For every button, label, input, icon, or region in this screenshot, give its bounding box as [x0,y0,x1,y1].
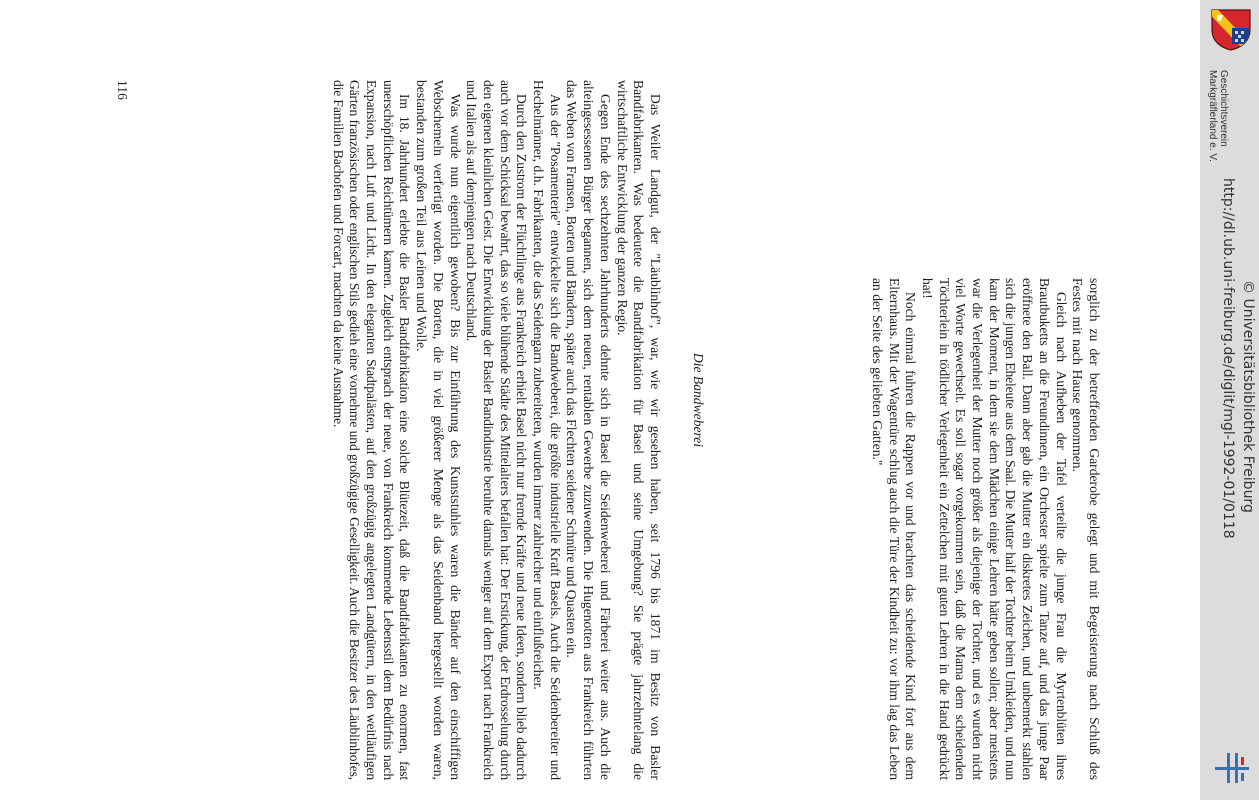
ub-freiburg-logo-icon [1213,747,1253,787]
paragraph: Noch einmal fuhren die Rappen vor und brachten das scheidende Kind fort aus dem Elternhaus. Mit der Wagentüre schlug auch die Türe der Kindheit zu: vor ihm lag das Leben an der Seite des geliebten Gatten." [869,278,919,780]
paragraph: Gleich nach Aufheben der Tafel verteilte die junge Frau die Myrtenblüten ihres Brautbuketts an die Freundinnen, ein Orchester spielte zum Tanze auf, und das junge Paar eröffnete den Ball. Dann aber gab die Mutter ein diskretes Zeichen, und unbemerkt stahlen sich die jungen Eheleute aus dem Saal. Die Mutter half der Tochter beim Umkleiden, und nun kam der Moment, in dem sie dem Mädchen einige Lehren hätte geben sollen; aber meistens war die Verlegenheit der Mutter noch größer als diejenige der Tochter, und es wurden nicht viel Worte gewechselt. Es soll sogar vorgekommen sein, daß die Mama dem scheidenden Töchterlein in tödlicher Verlegenheit ein Zettelchen mit guten Lehren in die Hand gedrückt hat! [919,278,1069,780]
paragraph: Das Weiler Landgut, der "Läublinhof", war, wie wir gesehen haben, seit 1796 bis 1871 im Besitz von Basler Bandfabrikanten. Was bedeutete die Bandfabrikation für Basel und seine Umgebung? Sie prägte jahrzehntelang die wirtschaftliche Entwicklung der ganzen Regio. [614,80,663,780]
paragraph: Gegen Ende des sechzehnten Jahrhunderts dehnte sich in Basel die Seidenweberei und Färberei weiter aus. Auch die alteingesessenen Bürger begannen, sich dem neuen, rentablen Gewerbe zuzuwenden. Die Hugenotten aus Frankreich führten das Weben von Fransen, Borten und Bändern, später auch das Flechten seidener Schnüre und Quasten ein. [564,80,613,780]
society-line-1: Geschichtsverein [1218,70,1229,147]
coat-of-arms-icon [1208,6,1254,52]
paragraph: Im 18. Jahrhundert erlebte die Basler Bandfabrikation eine solche Blütezeit, daß die Bandfabrikanten zu enormen, fast unerschöpflichen Reichtümern kamen. Zugleich entsprach der neue, von Frankreich kommende Lebensstil dem Bedürfnis nach Expansion, nach Luft und Licht. In den eleganten Stadtpalästen, auf den großzügig angelegten Landgütern, in den weitläufigen Gärten französischen oder englischen Stils gedieh eine vornehme und großzügige Geselligkeit. Auch die Besitzer des Läublinhofes, die Familien Bachofen und Forcart, machten da keine Ausnahme. [330,80,413,780]
paragraph: Aus der "Posamenterie" entwickelte sich die Bandweberei, die größte industrielle Kraft Basels. Auch die Seidenbereiter und Hechelmänner, d.h. Fabrikanten, die das Seidengarn zubereiteten, wurden immer zahlreicher und einflußreicher. [531,80,563,780]
page-number: 116 [115,80,130,100]
paragraph: Durch den Zustrom der Flüchtlinge aus Frankreich erhielt Basel nicht nur fremde Kräfte und neue Ideen, sondern blieb dadurch auch vor dem Schicksal bewahrt, das so viele blühende Städte des Mittelalters befallen hat: Der Erstickung, der Erdrosselung durch den eigenen kleinlichen Geist. Die Entwicklung der Basler Bandindustrie beruhte damals weniger auf dem Export nach Frankreich und Italien als auf demjenigen nach Deutschland. [464,80,530,780]
paragraph: Was wurde nun eigentlich gewoben? Bis zur Einführung des Kunststuhles waren die Bänder auf den einschiffigen Webschemeln verfertigt worden. Die Borten, die in viel größerer Menge als das Seidenband hergestellt worden waren, bestanden zum großen Teil aus Leinen und Wolle. [414,80,463,780]
chapter-title: Die Bandweberei [691,352,706,448]
text-block-top [868,278,1102,780]
source-url[interactable]: http://dl.ub.uni-freiburg.de/diglit/mgl-1992-01/0118 [1220,178,1236,539]
paragraph: sorglich zu der betreffenden Garderobe gelegt und mit Begeisterung nach Schluß des Festes mit nach Hause genommen. [1070,278,1102,780]
text-block-main [329,80,663,780]
copyright-notice: © Universitätsbibliothek Freiburg [1240,280,1256,513]
society-line-2: Markgräflerland e. V. [1207,70,1218,162]
